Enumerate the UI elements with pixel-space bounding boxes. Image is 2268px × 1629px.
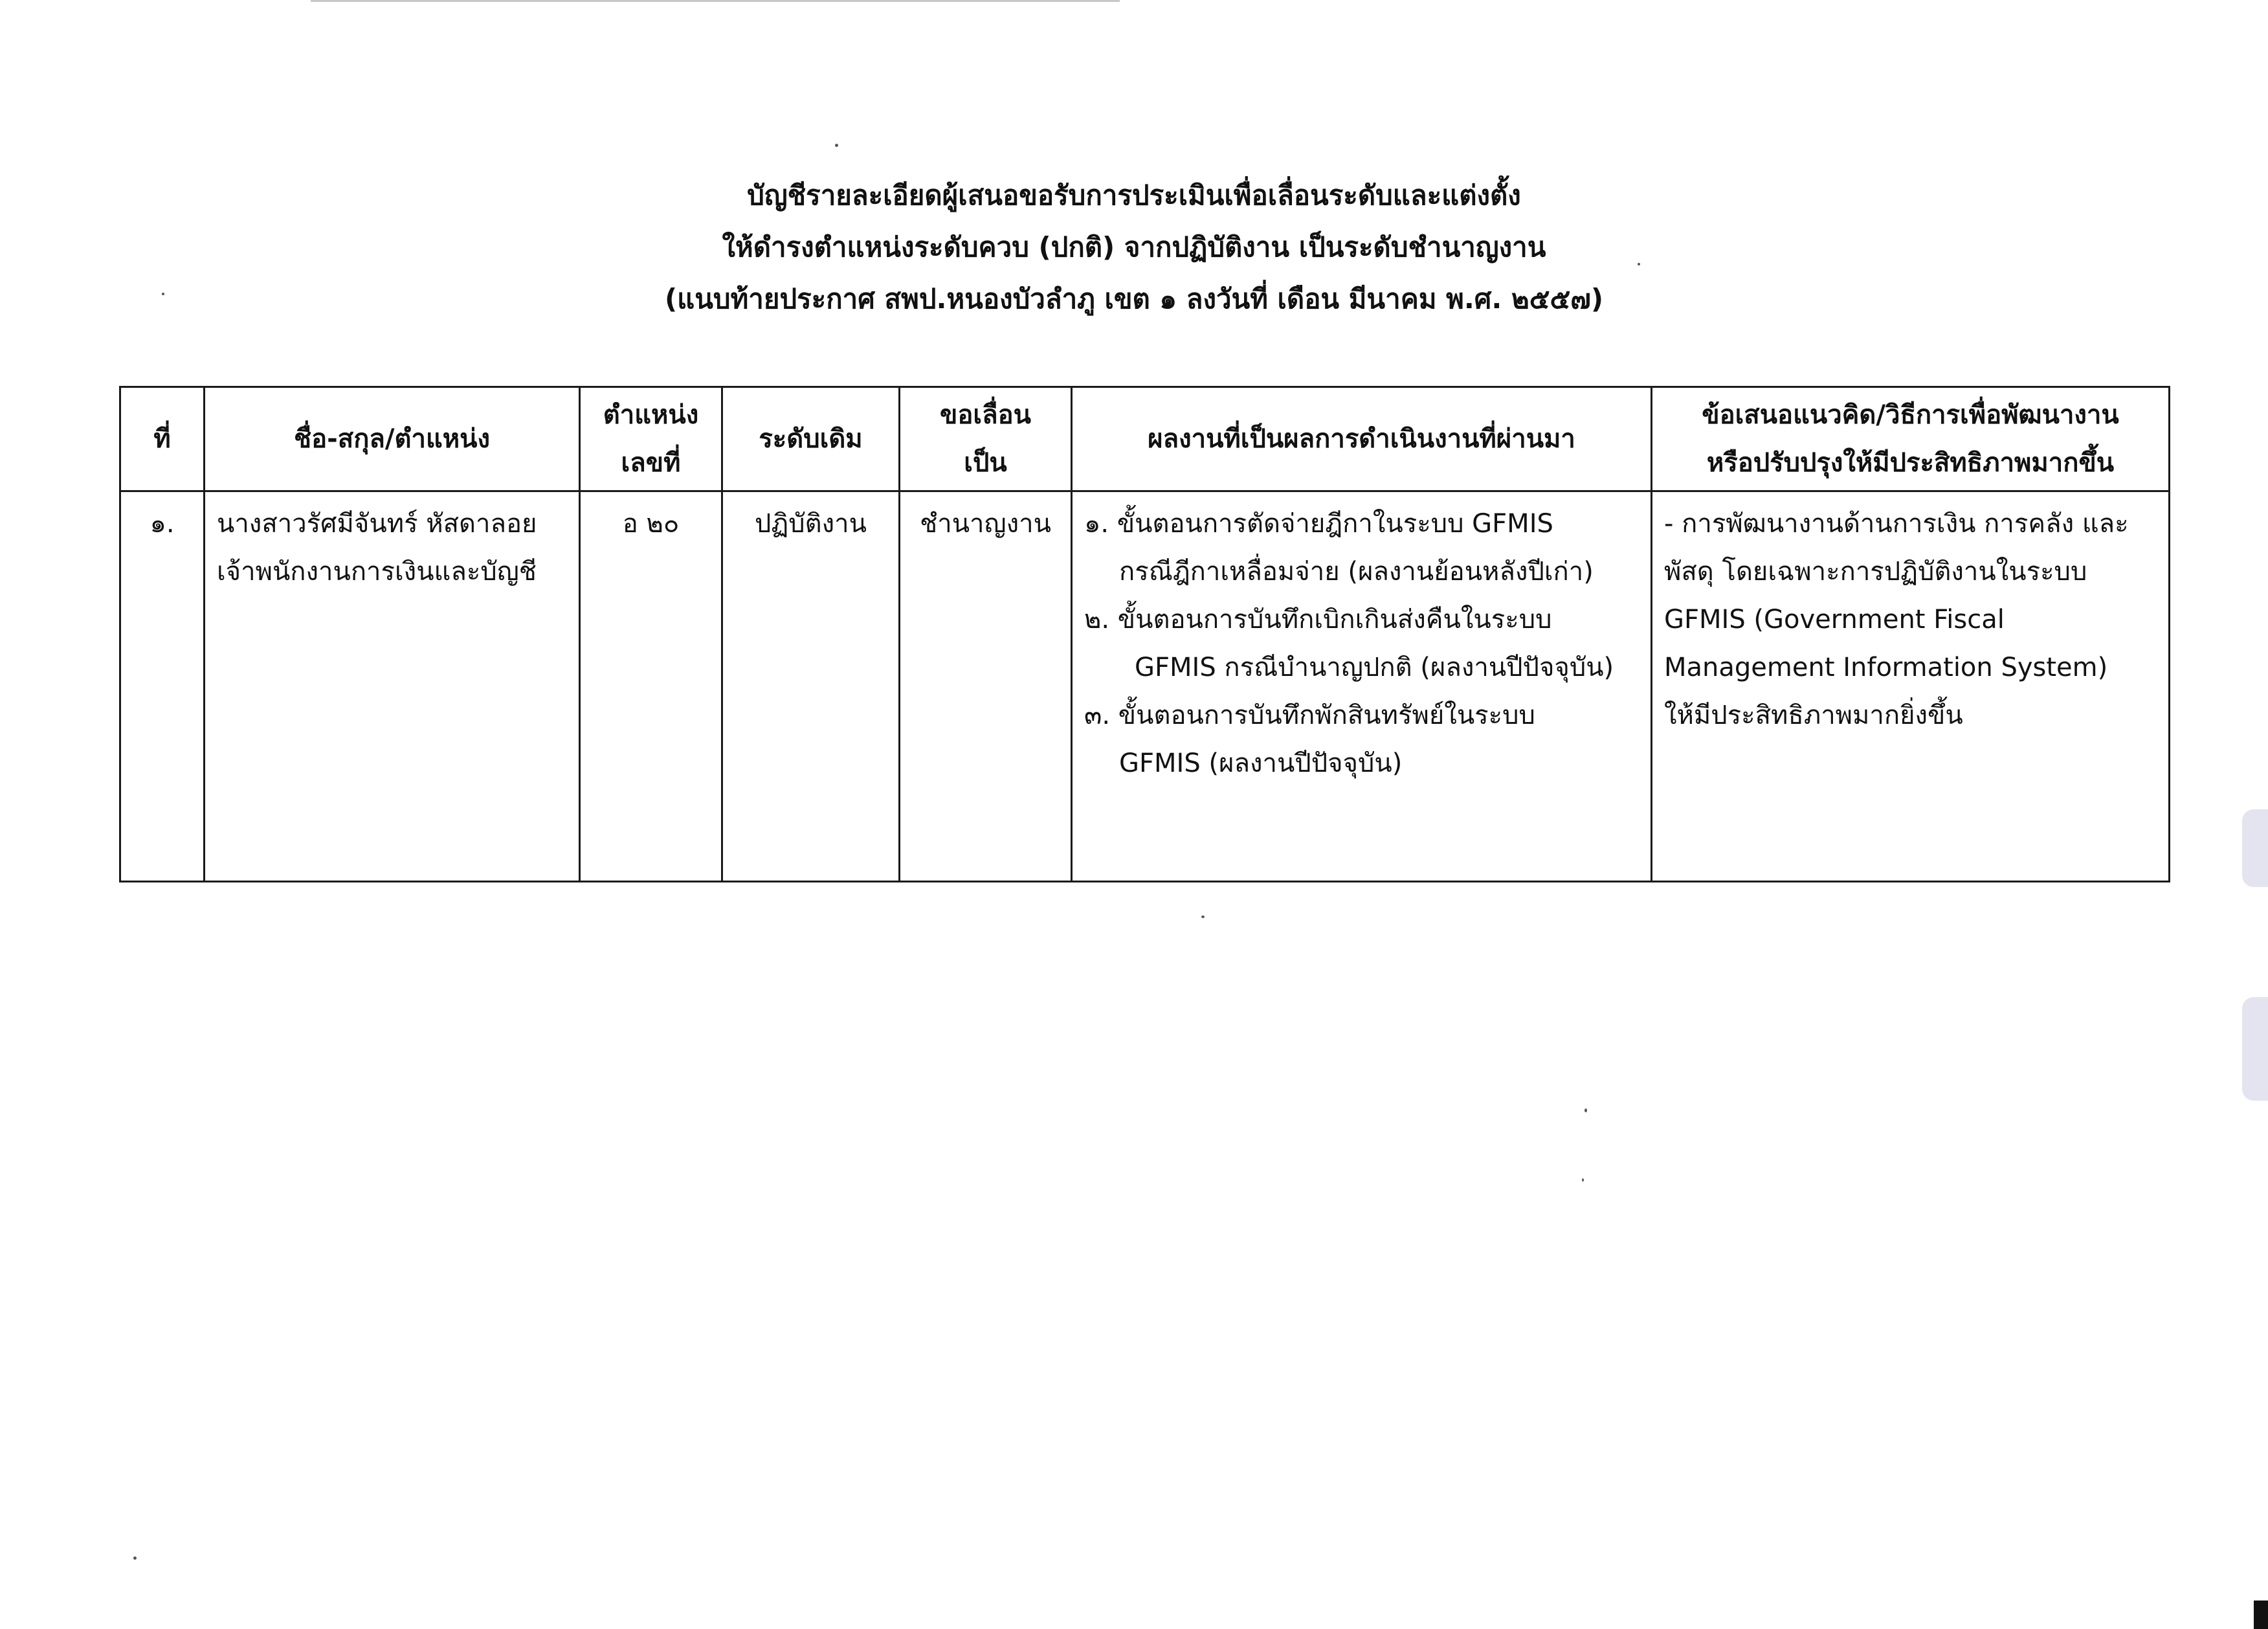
header-proposal <box>1652 387 2170 491</box>
document-heading <box>0 170 2268 325</box>
scan-edge-mark <box>2254 1601 2268 1629</box>
cell-old-level: ปฏิบัติงาน <box>722 491 900 882</box>
table-header-row <box>120 387 2170 491</box>
works-item: GFMIS (ผลงานปีปัจจุบัน) <box>1119 748 1403 778</box>
header-works-label: ผลงานที่เป็นผลการดำเนินงานที่ผ่านมา <box>1148 424 1575 454</box>
header-position-no <box>580 387 722 491</box>
header-promote-to <box>900 387 1072 491</box>
candidate-title: เจ้าพนักงานการเงินและบัญชี <box>217 557 537 587</box>
cell-promote-to: ชำนาญงาน <box>900 491 1072 882</box>
scan-speck <box>162 293 164 295</box>
header-promote-label-2: เป็น <box>964 448 1007 478</box>
proposal-line: พัสดุ โดยเฉพาะการปฏิบัติงานในระบบ <box>1664 557 2087 587</box>
header-no-label: ที่ <box>153 424 171 454</box>
proposal-line: - การพัฒนางานด้านการเงิน การคลัง และ <box>1664 509 2129 539</box>
header-name-label: ชื่อ-สกุล/ตำแหน่ง <box>294 424 490 454</box>
scan-smudge <box>2242 809 2268 887</box>
scan-speck <box>1638 263 1640 265</box>
header-name <box>205 387 580 491</box>
header-old-level <box>722 387 900 491</box>
works-item: ๑. ขั้นตอนการตัดจ่ายฎีกาในระบบ GFMIS <box>1084 509 1553 539</box>
works-item: กรณีฎีกาเหลื่อมจ่าย (ผลงานย้อนหลังปีเก่า) <box>1119 557 1594 587</box>
header-proposal-label-2: หรือปรับปรุงให้มีประสิทธิภาพมากขึ้น <box>1706 448 2115 478</box>
heading-line-3: (แนบท้ายประกาศ สพป.หนองบัวลำภู เขต ๑ ลงวันที่ เดือน มีนาคม พ.ศ. ๒๕๕๗) <box>664 283 1604 315</box>
cell-proposal <box>1652 491 2170 882</box>
works-item: GFMIS กรณีบำนาญปกติ (ผลงานปีปัจจุบัน) <box>1135 653 1614 682</box>
candidate-name: นางสาวรัศมีจันทร์ หัสดาลอย <box>217 509 537 539</box>
scan-speck <box>1201 916 1205 918</box>
header-works <box>1072 387 1652 491</box>
cell-no: ๑. <box>120 491 205 882</box>
works-item: ๒. ขั้นตอนการบันทึกเบิกเกินส่งคืนในระบบ <box>1084 605 1552 635</box>
scan-speck <box>1584 1108 1587 1112</box>
heading-line-2: ให้ดำรงตำแหน่งระดับควบ (ปกติ) จากปฏิบัติงาน เป็นระดับชำนาญงาน <box>722 231 1546 263</box>
header-old-level-label: ระดับเดิม <box>759 424 863 454</box>
proposal-line: GFMIS (Government Fiscal <box>1664 605 2005 635</box>
scan-smudge <box>2242 997 2268 1101</box>
scan-speck <box>133 1556 137 1560</box>
header-proposal-label-1: ข้อเสนอแนวคิด/วิธีการเพื่อพัฒนางาน <box>1702 400 2119 430</box>
cell-works <box>1072 491 1652 882</box>
candidate-table <box>119 386 2170 882</box>
header-promote-label-1: ขอเลื่อน <box>940 400 1031 430</box>
scan-artifact <box>311 0 1120 2</box>
header-position-no-label-1: ตำแหน่ง <box>603 400 699 430</box>
header-no <box>120 387 205 491</box>
scan-speck <box>835 144 838 147</box>
proposal-line: Management Information System) <box>1664 653 2108 682</box>
scan-speck <box>1582 1178 1584 1182</box>
cell-position-no: อ ๒๐ <box>580 491 722 882</box>
proposal-line: ให้มีประสิทธิภาพมากยิ่งขึ้น <box>1664 701 1963 730</box>
works-item: ๓. ขั้นตอนการบันทึกพักสินทรัพย์ในระบบ <box>1084 701 1535 730</box>
cell-name <box>205 491 580 882</box>
table-row <box>120 491 2170 882</box>
heading-line-1: บัญชีรายละเอียดผู้เสนอขอรับการประเมินเพื่อเลื่อนระดับและแต่งตั้ง <box>747 179 1521 211</box>
header-position-no-label-2: เลขที่ <box>621 448 681 478</box>
